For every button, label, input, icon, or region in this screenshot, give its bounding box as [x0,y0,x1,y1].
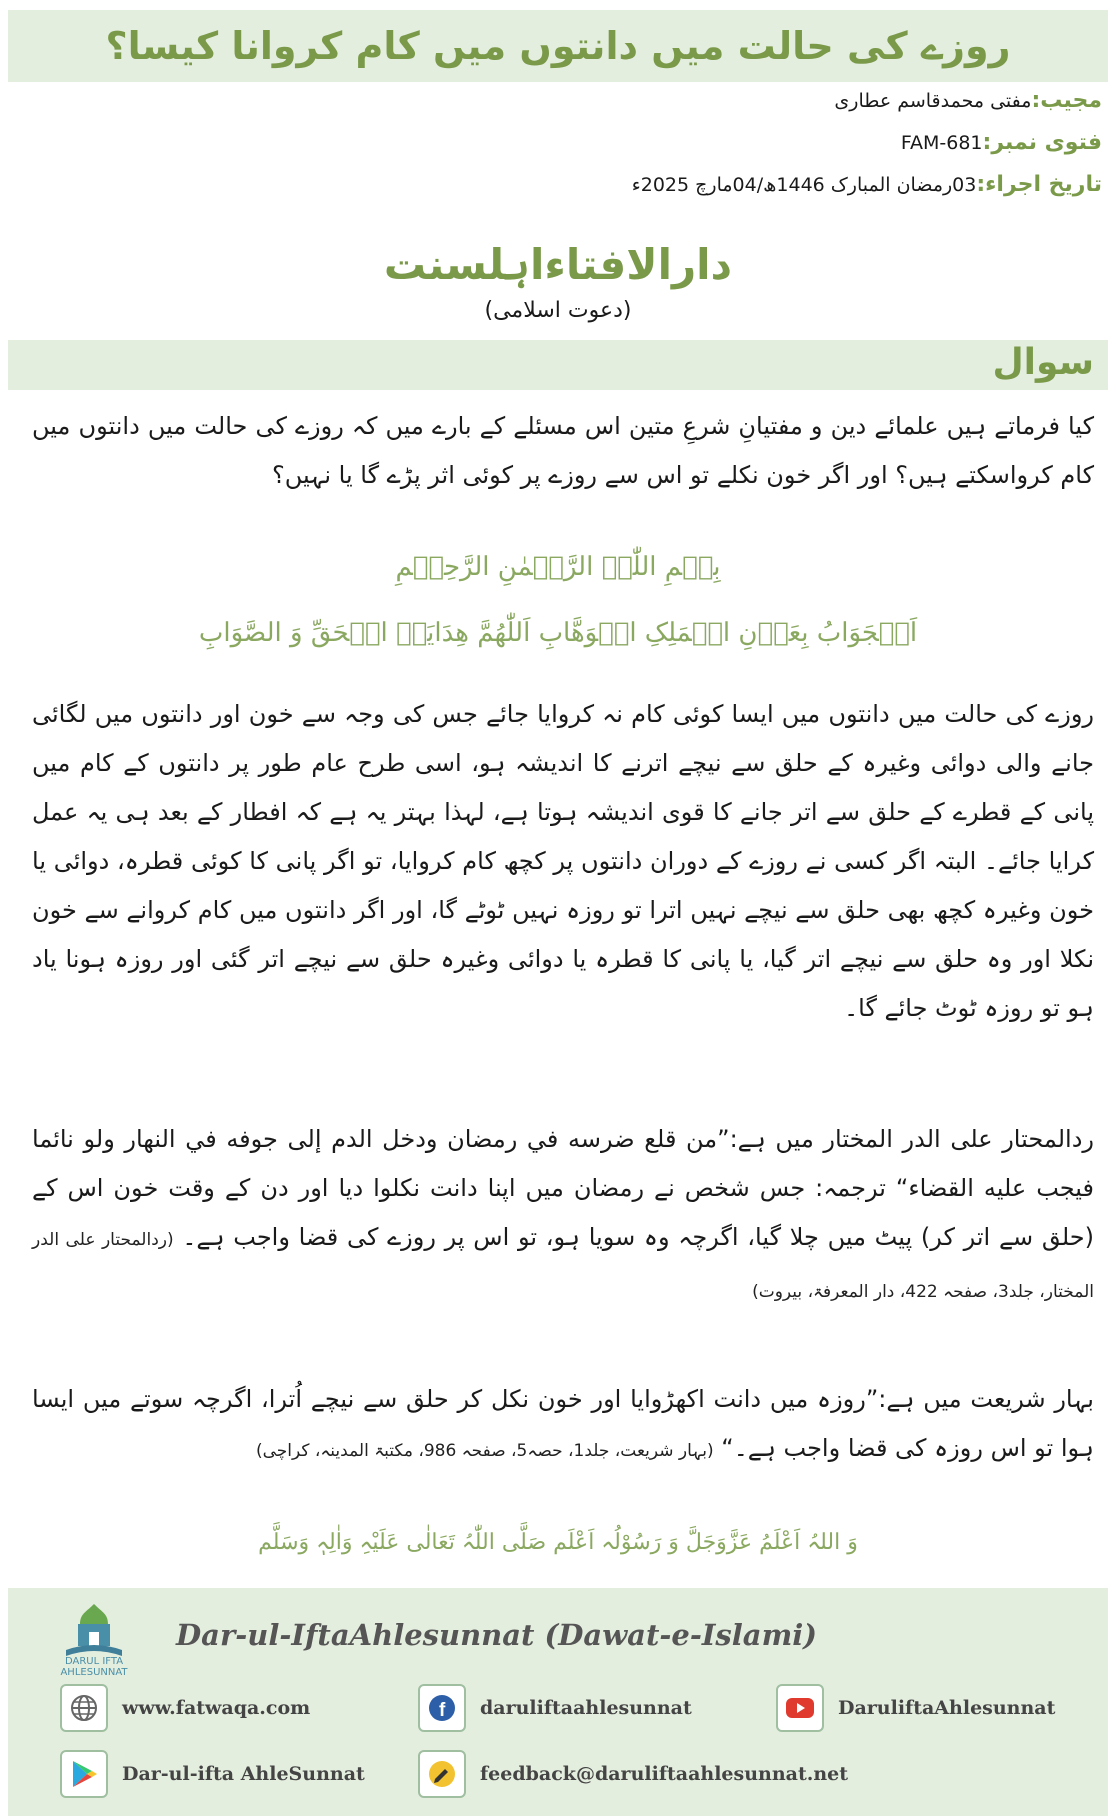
jawab-opening: اَلۡجَوَابُ بِعَوۡنِ الۡمَلِکِ الۡوَھَّابِ اَللّٰھُمَّ ھِدَایَۃَ الۡحَقِّ وَ الصَّوَابِ [198,618,918,648]
footer-title: Dar-ul-IftaAhlesunnat (Dawat-e-Islami) [176,1618,817,1652]
website-link[interactable] [60,1684,310,1732]
email-link[interactable] [418,1750,848,1798]
question-text: کیا فرماتے ہیں علمائے دین و مفتیانِ شرعِ متین اس مسئلے کے بارے میں کہ روزے کی حالت میں دانتوں میں کام کرواسکتے ہیں؟ اور اگر خون نکلے تو اس سے روزے پر کوئی اثر پڑے گا یا نہیں؟ [32,412,1095,489]
svg-text:f: f [439,1700,446,1721]
fatwa-number-row [901,130,1102,155]
mujeeb-row [834,88,1102,113]
answer-text: روزے کی حالت میں دانتوں میں ایسا کوئی کام نہ کروایا جائے جس کی وجہ سے خون اور دانتوں میں لگائی جانے والی دوائی وغیرہ کے حلق سے نیچے اترنے کا اندیشہ ہو، اسی طرح عام طور پر دانتوں کے کام میں پانی کے قطرے کے حلق سے اتر جانے کا قوی اندیشہ ہوتا ہے، لہذا بہتر یہ ہے کہ افطار کے بعد ہی یہ عمل کرایا جائے۔ البتہ اگر کسی نے روزے کے دوران دانتوں پر کچھ کام کروایا، تو اگر پانی کا کوئی قطرہ، دوائی یا خون وغیرہ کچھ بھی حلق سے نیچے نہیں اترا تو روزہ نہیں ٹوٹے گا، اور اگر دانتوں میں کام کروانے سے خون نکلا اور وہ حلق سے نیچے اتر گیا، یا پانی کا قطرہ یا دوائی وغیرہ حلق سے نیچے اتر گئی اور روزہ ہونا یاد ہو تو روزہ ٹوٹ جائے گا۔ [32,700,1094,1022]
logo-caption: DARUL IFTA AHLESUNNAT [60,1656,128,1678]
quote-raddul-muhtar [32,1115,1094,1317]
quote-raddul-muhtar-text: ردالمحتار علی الدر المختار میں ہے:”من قلع ضرسه في رمضان ودخل الدم إلى جوفه في النهار ولو نائما فيجب عليه القضاء“ ترجمہ: جس شخص نے رمضان میں اپنا دانت نکلوا دیا اور دن کے وقت خون اس کے (حلق سے اتر کر) پیٹ میں چلا گیا، اگرچہ وہ سویا ہو، تو اس پر روزے کی قضا واجب ہے۔ [32,1125,1095,1251]
mujeeb-value: مفتی محمدقاسم عطاری [834,90,1032,112]
page-title: روزے کی حالت میں دانتوں میں کام کروانا کیسا؟ [105,24,1011,68]
footer [8,1588,1108,1816]
org-name: دارالافتاءاہلسنت [383,240,733,289]
fatwa-number-value: FAM-681 [900,132,983,154]
question-heading: سوال [992,342,1094,383]
facebook-link[interactable] [418,1684,692,1732]
playstore-icon [60,1750,108,1798]
email-icon [418,1750,466,1798]
question-band [8,340,1108,390]
closing-line: وَ اللہُ اَعْلَمُ عَزَّوَجَلَّ وَ رَسُوْلُہ اَعْلَم صَلَّی اللّٰہُ تَعَالٰی عَلَیْہِ وَاٰلِہٖ وَسَلَّم [258,1530,858,1555]
bismillah: بِسۡمِ اللّٰہِ الرَّحۡمٰنِ الرَّحِیۡمِ [395,552,721,582]
globe-icon [60,1684,108,1732]
quote-raddul-muhtar-ref: (ردالمحتار علی الدر المختار، جلد3، صفحہ 422، دار المعرفۃ، بیروت) [32,1230,1094,1302]
quote-bahar-shariat-ref: (بہار شریعت، جلد1، حصہ5، صفحہ 986، مکتبۃ المدینہ، کراچی) [255,1441,714,1461]
date-value: 03رمضان المبارک 1446ھ/04مارچ 2025ء [631,174,977,196]
logo-icon [58,1600,130,1678]
playstore-link[interactable] [60,1750,365,1798]
facebook-icon [418,1684,466,1732]
title-band [8,10,1108,82]
youtube-text: DaruliftaAhlesunnat [838,1697,1056,1719]
youtube-link[interactable] [776,1684,1055,1732]
org-subtitle: (دعوت اسلامی) [484,298,632,323]
date-label: تاریخ اجراء: [976,172,1102,197]
mujeeb-label: مجیب: [1031,88,1102,113]
quote-bahar-shariat [32,1375,1094,1476]
playstore-text: Dar-ul-ifta AhleSunnat [122,1763,365,1785]
website-text: www.fatwaqa.com [122,1697,311,1719]
date-row [632,172,1102,197]
fatwa-number-label: فتوی نمبر: [982,130,1102,155]
youtube-icon [776,1684,824,1732]
facebook-text: daruliftaahlesunnat [480,1697,692,1719]
quote-bahar-shariat-text: بہار شریعت میں ہے:”روزہ میں دانت اکھڑوایا اور خون نکل کر حلق سے نیچے اُترا، اگرچہ سوتے میں ایسا ہوا تو اس روزہ کی قضا واجب ہے۔“ [32,1385,1094,1462]
email-text: feedback@daruliftaahlesunnat.net [480,1763,849,1785]
